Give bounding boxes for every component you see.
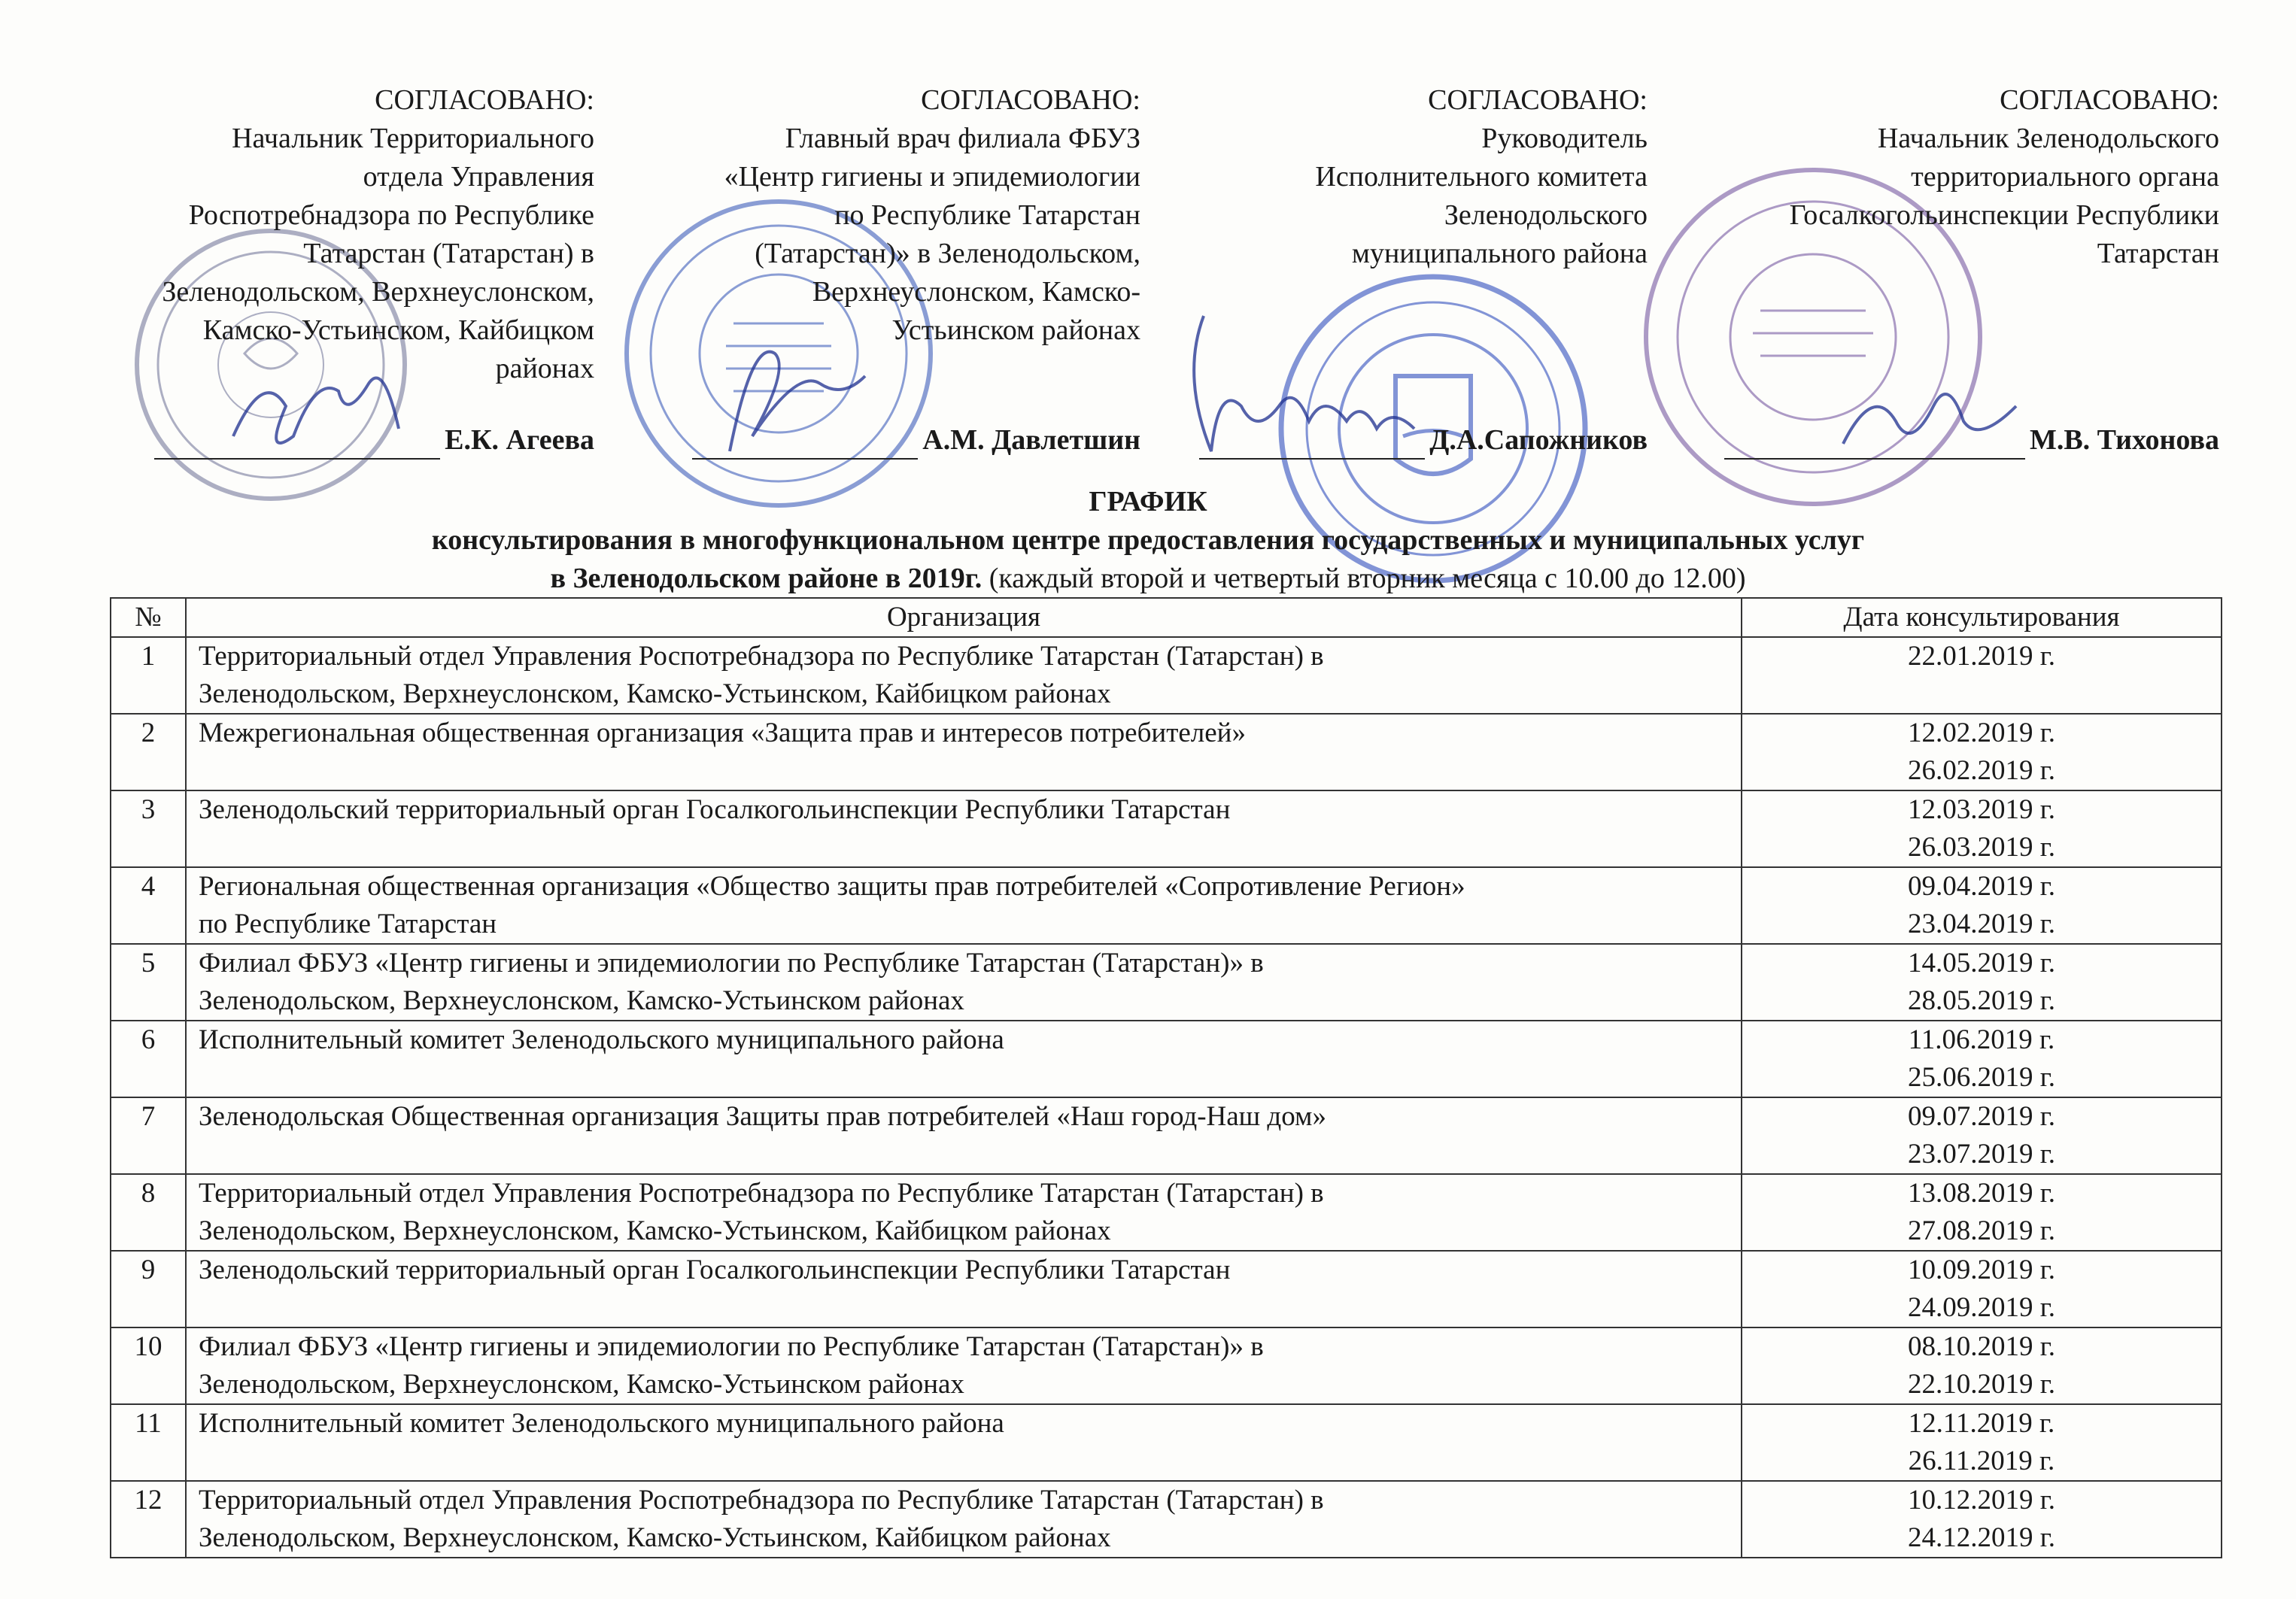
- organization-cell: [186, 944, 1742, 1021]
- organization-line: Зеленодольская Общественная организация Защиты прав потребителей «Наш город-Наш дом»: [199, 1101, 1326, 1132]
- consultation-date: 27.08.2019 г.: [1907, 1215, 2055, 1246]
- table-row: [111, 1404, 2222, 1481]
- row-number: 5: [111, 944, 186, 1021]
- approval-block-ispolkom: [1159, 81, 1648, 456]
- consultation-date: 11.06.2019 г.: [1908, 1024, 2055, 1055]
- organization-line: Территориальный отдел Управления Роспотребнадзора по Республике Татарстан (Татарстан) в: [199, 1485, 1324, 1516]
- approval-line: районах: [495, 353, 594, 384]
- approval-line: Роспотребнадзора по Республике: [188, 199, 594, 231]
- approval-heading: СОГЛАСОВАНО:: [375, 84, 594, 116]
- signatory-name: М.В. Тихонова: [2029, 424, 2219, 456]
- document-subtitle-2: [0, 560, 2296, 598]
- consultation-dates-cell: [1742, 944, 2222, 1021]
- organization-cell: [186, 1327, 1742, 1404]
- table-row: [111, 1021, 2222, 1097]
- approval-heading: СОГЛАСОВАНО:: [1428, 84, 1648, 116]
- consultation-date: 13.08.2019 г.: [1907, 1178, 2055, 1209]
- organization-line: Зеленодольский территориальный орган Госалкогольинспекции Республики Татарстан: [199, 794, 1231, 825]
- consultation-dates-cell: [1742, 714, 2222, 790]
- subtitle-schedule-note: (каждый второй и четвертый вторник месяца с 10.00 до 12.00): [982, 563, 1746, 594]
- approval-line: территориального органа: [1911, 161, 2219, 193]
- row-number: 9: [111, 1251, 186, 1327]
- organization-line: Зеленодольском, Верхнеуслонском, Камско-Устьинском, Кайбицком районах: [199, 1522, 1111, 1553]
- subtitle-district: в Зеленодольском районе в 2019г.: [550, 563, 982, 594]
- consultation-date: 09.07.2019 г.: [1907, 1101, 2055, 1132]
- organization-line: Территориальный отдел Управления Роспотребнадзора по Республике Татарстан (Татарстан) в: [199, 1178, 1324, 1209]
- approval-line: Устьинском районах: [891, 314, 1140, 346]
- organization-line: Филиал ФБУЗ «Центр гигиены и эпидемиологии по Республике Татарстан (Татарстан)» в: [199, 948, 1264, 979]
- organization-line: Филиал ФБУЗ «Центр гигиены и эпидемиологии по Республике Татарстан (Татарстан)» в: [199, 1331, 1264, 1362]
- table-row: [111, 944, 2222, 1021]
- row-number: 1: [111, 637, 186, 714]
- organization-cell: [186, 867, 1742, 944]
- approval-line: «Центр гигиены и эпидемиологии: [724, 161, 1140, 193]
- consultation-date: 23.04.2019 г.: [1907, 909, 2055, 939]
- consultation-dates-cell: [1742, 1327, 2222, 1404]
- organization-line: по Республике Татарстан: [199, 909, 497, 939]
- approval-position: [1159, 120, 1648, 273]
- organization-line: Исполнительный комитет Зеленодольского муниципального района: [199, 1408, 1004, 1439]
- table-row: [111, 1251, 2222, 1327]
- consultation-date: 08.10.2019 г.: [1907, 1331, 2055, 1362]
- approval-line: Зеленодольского: [1444, 199, 1648, 231]
- signatory-name: А.М. Давлетшин: [922, 424, 1140, 456]
- consultation-date: 24.12.2019 г.: [1907, 1522, 2055, 1553]
- approval-position: [1678, 120, 2219, 273]
- organization-cell: [186, 1097, 1742, 1174]
- consultation-date: 28.05.2019 г.: [1907, 985, 2055, 1016]
- table-row: [111, 790, 2222, 867]
- table-row: [111, 1174, 2222, 1251]
- approvals-header: [0, 81, 2296, 472]
- consultation-date: 26.02.2019 г.: [1907, 755, 2055, 786]
- organization-line: Исполнительный комитет Зеленодольского муниципального района: [199, 1024, 1004, 1055]
- approval-line: муниципального района: [1351, 238, 1648, 269]
- table-row: [111, 714, 2222, 790]
- approval-line: Татарстан (Татарстан) в: [303, 238, 594, 269]
- row-number: 7: [111, 1097, 186, 1174]
- organization-line: Зеленодольский территориальный орган Госалкогольинспекции Республики Татарстан: [199, 1255, 1231, 1285]
- consultation-date: 12.11.2019 г.: [1908, 1408, 2055, 1439]
- approval-heading: СОГЛАСОВАНО:: [921, 84, 1140, 116]
- consultation-dates-cell: [1742, 1251, 2222, 1327]
- row-number: 10: [111, 1327, 186, 1404]
- organization-cell: [186, 714, 1742, 790]
- organization-cell: [186, 790, 1742, 867]
- row-number: 2: [111, 714, 186, 790]
- approval-block-fbuz: [617, 81, 1140, 456]
- consultation-date: 10.12.2019 г.: [1907, 1485, 2055, 1516]
- organization-cell: [186, 1021, 1742, 1097]
- consultation-dates-cell: [1742, 790, 2222, 867]
- signature-line: [1724, 421, 2219, 460]
- consultation-date: 23.07.2019 г.: [1907, 1139, 2055, 1170]
- organization-line: Территориальный отдел Управления Роспотребнадзора по Республике Татарстан (Татарстан) в: [199, 641, 1324, 672]
- consultation-date: 12.02.2019 г.: [1907, 718, 2055, 748]
- organization-line: Региональная общественная организация «Общество защиты прав потребителей «Сопротивление Регион»: [199, 871, 1465, 902]
- consultation-date: 10.09.2019 г.: [1907, 1255, 2055, 1285]
- consultation-dates-cell: [1742, 1097, 2222, 1174]
- table-row: [111, 1327, 2222, 1404]
- consultation-date: 22.10.2019 г.: [1907, 1369, 2055, 1400]
- organization-line: Зеленодольском, Верхнеуслонском, Камско-Устьинском, Кайбицком районах: [199, 678, 1111, 709]
- organization-line: Межрегиональная общественная организация «Защита прав и интересов потребителей»: [199, 718, 1246, 748]
- signatory-name: Е.К. Агеева: [445, 424, 594, 456]
- table-header-row: [111, 598, 2222, 637]
- organization-line: Зеленодольском, Верхнеуслонском, Камско-Устьинском районах: [199, 1369, 964, 1400]
- consultation-schedule-table: [110, 597, 2222, 1558]
- approval-line: Руководитель: [1481, 123, 1648, 154]
- signatory-name: Д.А.Сапожников: [1429, 424, 1648, 456]
- organization-line: Зеленодольском, Верхнеуслонском, Камско-Устьинском районах: [199, 985, 964, 1016]
- consultation-date: 14.05.2019 г.: [1907, 948, 2055, 979]
- consultation-dates-cell: [1742, 637, 2222, 714]
- document-title: ГРАФИК: [1089, 486, 1207, 517]
- consultation-dates-cell: [1742, 1021, 2222, 1097]
- consultation-dates-cell: [1742, 1174, 2222, 1251]
- approval-block-rospotrebnadzor: [75, 81, 594, 456]
- consultation-dates-cell: [1742, 867, 2222, 944]
- approval-line: Камско-Устьинском, Кайбицком: [202, 314, 594, 346]
- organization-cell: [186, 1251, 1742, 1327]
- organization-cell: [186, 637, 1742, 714]
- column-header-date: Дата консультирования: [1742, 598, 2222, 637]
- consultation-dates-cell: [1742, 1404, 2222, 1481]
- approval-line: Начальник Территориального: [232, 123, 594, 154]
- consultation-date: 12.03.2019 г.: [1907, 794, 2055, 825]
- approval-line: Татарстан: [2097, 238, 2219, 269]
- organization-cell: [186, 1481, 1742, 1558]
- approval-position: [75, 120, 594, 388]
- document-subtitle: консультирования в многофункциональном центре предоставления государственных и муниципальных услуг: [431, 524, 1865, 556]
- column-header-organization: Организация: [186, 598, 1742, 637]
- column-header-number: №: [111, 598, 186, 637]
- approval-line: Исполнительного комитета: [1315, 161, 1648, 193]
- consultation-date: 25.06.2019 г.: [1907, 1062, 2055, 1093]
- row-number: 11: [111, 1404, 186, 1481]
- table-row: [111, 1481, 2222, 1558]
- approval-line: Верхнеуслонском, Камско-: [812, 276, 1140, 308]
- consultation-date: 22.01.2019 г.: [1907, 641, 2055, 672]
- row-number: 6: [111, 1021, 186, 1097]
- consultation-date: 26.11.2019 г.: [1908, 1446, 2055, 1476]
- table-body: [111, 637, 2222, 1558]
- signature-line: [692, 421, 1140, 460]
- approval-line: (Татарстан)» в Зеленодольском,: [755, 238, 1140, 269]
- organization-cell: [186, 1404, 1742, 1481]
- approval-line: Главный врач филиала ФБУЗ: [785, 123, 1140, 154]
- approval-line: Госалкогольинспекции Республики: [1789, 199, 2219, 231]
- consultation-dates-cell: [1742, 1481, 2222, 1558]
- approval-line: отдела Управления: [363, 161, 594, 193]
- approval-heading: СОГЛАСОВАНО:: [2000, 84, 2219, 116]
- signature-line: [154, 421, 594, 460]
- consultation-date: 26.03.2019 г.: [1907, 832, 2055, 863]
- table-row: [111, 867, 2222, 944]
- row-number: 3: [111, 790, 186, 867]
- organization-cell: [186, 1174, 1742, 1251]
- row-number: 4: [111, 867, 186, 944]
- signature-line: [1199, 421, 1648, 460]
- consultation-date: 09.04.2019 г.: [1907, 871, 2055, 902]
- organization-line: Зеленодольском, Верхнеуслонском, Камско-Устьинском, Кайбицком районах: [199, 1215, 1111, 1246]
- approval-line: по Республике Татарстан: [834, 199, 1140, 231]
- table-row: [111, 1097, 2222, 1174]
- table-row: [111, 637, 2222, 714]
- approval-position: [617, 120, 1140, 350]
- row-number: 8: [111, 1174, 186, 1251]
- approval-block-gosalkogol: [1678, 81, 2219, 456]
- document-title-block: [0, 483, 2296, 598]
- consultation-date: 24.09.2019 г.: [1907, 1292, 2055, 1323]
- row-number: 12: [111, 1481, 186, 1558]
- approval-line: Начальник Зеленодольского: [1877, 123, 2219, 154]
- approval-line: Зеленодольском, Верхнеуслонском,: [162, 276, 594, 308]
